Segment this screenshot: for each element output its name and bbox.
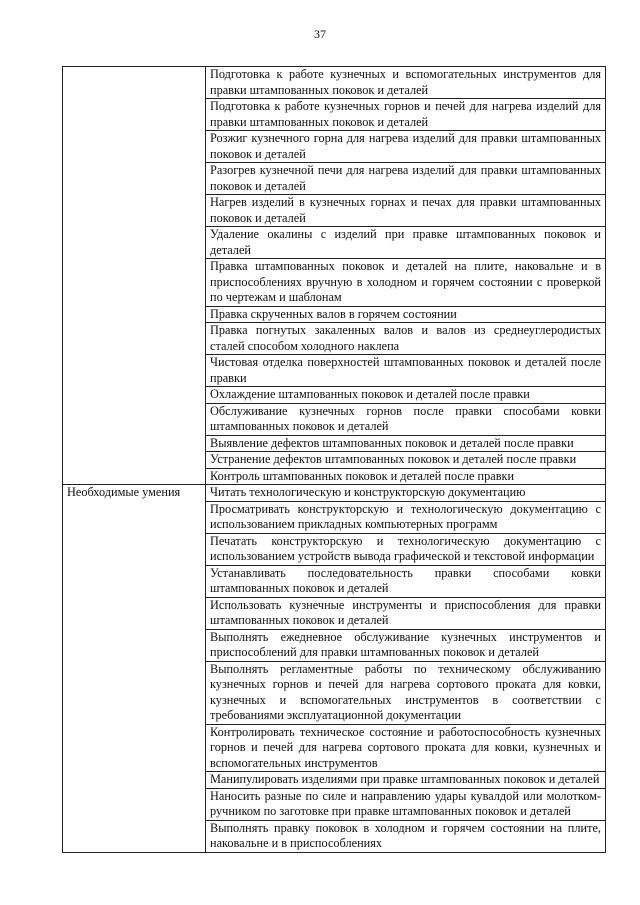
requirement-item: Устранение дефектов штампованных поковок и деталей после правки <box>206 452 606 469</box>
requirement-item: Подготовка к работе кузнечных горнов и печей для нагрева изделий для правки штампованных поковок и деталей <box>206 99 606 131</box>
requirement-item: Удаление окалины с изделий при правке штампованных поковок и деталей <box>206 227 606 259</box>
requirement-item: Правка скрученных валов в горячем состоянии <box>206 306 606 323</box>
requirement-item: Просматривать конструкторскую и технологическую документацию с использованием прикладных компьютерных программ <box>206 501 606 533</box>
requirement-item: Разогрев кузнечной печи для нагрева изделий для правки штампованных поковок и деталей <box>206 163 606 195</box>
requirement-item: Манипулировать изделиями при правке штампованных поковок и деталей <box>206 772 606 789</box>
requirement-item: Контроль штампованных поковок и деталей после правки <box>206 468 606 485</box>
requirement-item: Нагрев изделий в кузнечных горнах и печах для правки штампованных поковок и деталей <box>206 195 606 227</box>
requirement-item: Розжиг кузнечного горна для нагрева изделий для правки штампованных поковок и деталей <box>206 131 606 163</box>
requirement-item: Контролировать техническое состояние и работоспособность кузнечных горнов и печей для нагрева сортового проката для ковки, кузнечных и вспомогательных инструментов <box>206 724 606 772</box>
table-row <box>63 67 606 99</box>
requirements-table-body <box>63 67 606 853</box>
table-row <box>63 485 606 502</box>
requirement-item: Правка штампованных поковок и деталей на плите, наковальне и в приспособлениях вручную в холодном и горячем состоянии с проверкой по чертежам и шаблонам <box>206 259 606 307</box>
requirement-item: Читать технологическую и конструкторскую документацию <box>206 485 606 502</box>
requirements-table <box>62 66 606 853</box>
section-label: Необходимые умения <box>63 485 206 853</box>
requirement-item: Печатать конструкторскую и технологическую документацию с использованием устройств вывода графической и текстовой информации <box>206 533 606 565</box>
requirement-item: Устанавливать последовательность правки способами ковки штампованных поковок и деталей <box>206 565 606 597</box>
requirement-item: Выполнять ежедневное обслуживание кузнечных инструментов и приспособлений для правки штампованных поковок и деталей <box>206 629 606 661</box>
requirement-item: Выполнять правку поковок в холодном и горячем состоянии на плите, наковальне и в приспособлениях <box>206 820 606 852</box>
section-label <box>63 67 206 485</box>
requirement-item: Наносить разные по силе и направлению удары кувалдой или молотком-ручником по заготовке при правке штампованных поковок и деталей <box>206 788 606 820</box>
requirement-item: Выполнять регламентные работы по техническому обслуживанию кузнечных горнов и печей для нагрева сортового проката для ковки, кузнечных и вспомогательных инструментов в соответствии с требованиями эксплуатационной документации <box>206 661 606 724</box>
requirement-item: Правка погнутых закаленных валов и валов из среднеуглеродистых сталей способом холодного наклепа <box>206 323 606 355</box>
page-number: 37 <box>314 27 326 41</box>
requirement-item: Выявление дефектов штампованных поковок и деталей после правки <box>206 435 606 452</box>
requirement-item: Использовать кузнечные инструменты и приспособления для правки штампованных поковок и деталей <box>206 597 606 629</box>
requirement-item: Обслуживание кузнечных горнов после правки способами ковки штампованных поковок и деталей <box>206 403 606 435</box>
requirement-item: Чистовая отделка поверхностей штампованных поковок и деталей после правки <box>206 355 606 387</box>
requirement-item: Подготовка к работе кузнечных и вспомогательных инструментов для правки штампованных поковок и деталей <box>206 67 606 99</box>
requirement-item: Охлаждение штампованных поковок и деталей после правки <box>206 387 606 404</box>
